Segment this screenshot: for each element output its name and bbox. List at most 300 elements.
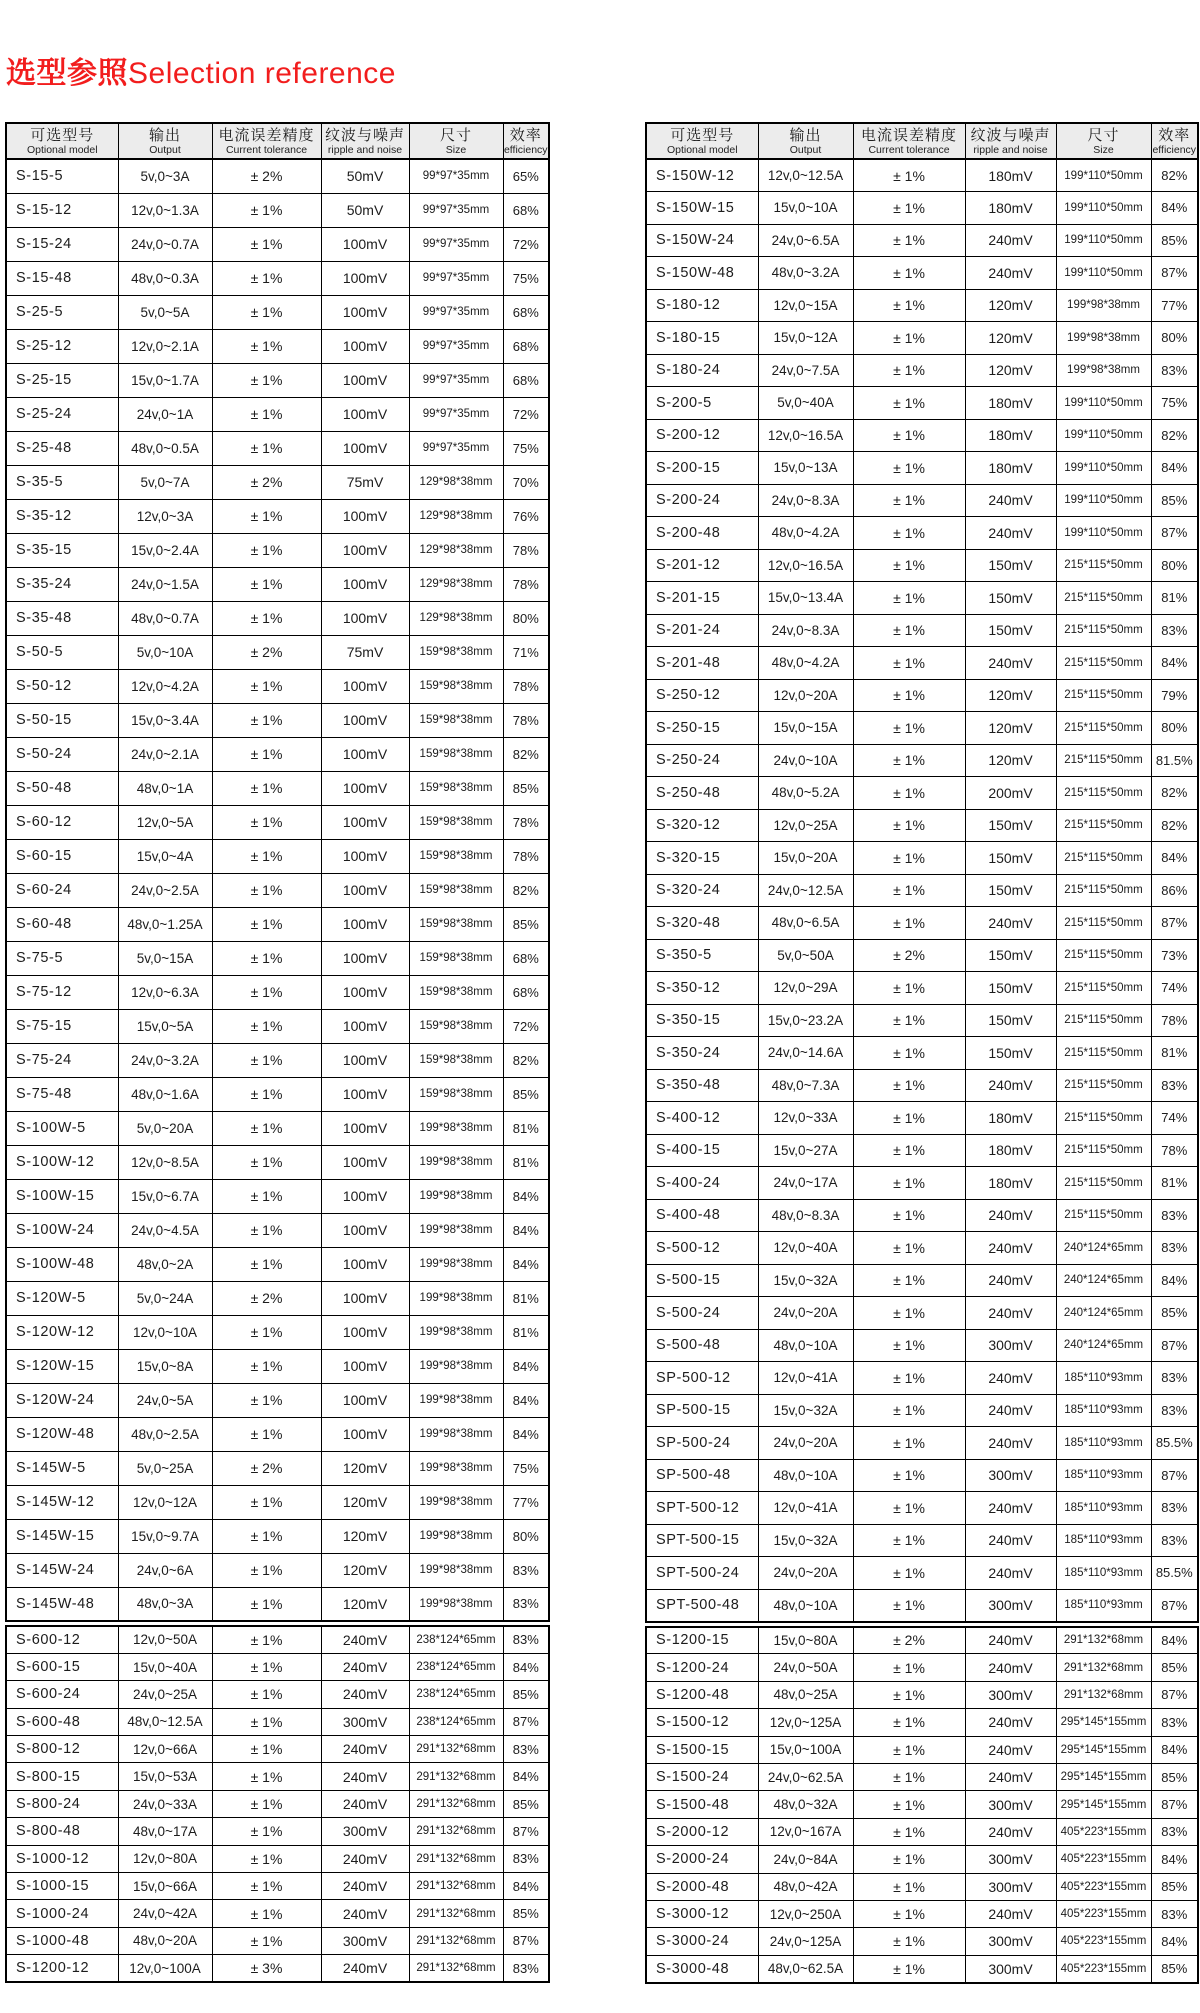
left-table-section1	[5, 122, 550, 1622]
output-cell: 15v,0~27A	[758, 1134, 853, 1167]
output-cell: 24v,0~125A	[758, 1928, 853, 1955]
efficiency-cell: 83%	[1151, 1709, 1198, 1736]
ripple-cell: 240mV	[965, 1709, 1056, 1736]
ripple-cell: 300mV	[965, 1791, 1056, 1818]
tolerance-cell: ± 1%	[212, 227, 321, 261]
size-cell: 199*110*50mm	[1056, 452, 1151, 485]
ripple-cell: 240mV	[321, 1681, 409, 1708]
tolerance-cell: ± 1%	[853, 1069, 965, 1102]
model-cell: S-120W-5	[6, 1281, 118, 1315]
efficiency-cell: 81.5%	[1151, 744, 1198, 777]
size-cell: 199*110*50mm	[1056, 159, 1151, 192]
size-cell: 295*145*155mm	[1056, 1791, 1151, 1818]
ripple-cell: 100mV	[321, 703, 409, 737]
size-cell: 199*98*38mm	[409, 1247, 503, 1281]
model-cell: S-75-48	[6, 1077, 118, 1111]
ripple-cell: 300mV	[321, 1927, 409, 1954]
output-cell: 24v,0~1A	[118, 397, 212, 431]
size-cell: 405*223*155mm	[1056, 1818, 1151, 1845]
size-cell: 215*115*50mm	[1056, 1037, 1151, 1070]
efficiency-cell: 68%	[503, 295, 549, 329]
output-cell: 48v,0~42A	[758, 1873, 853, 1900]
size-cell: 215*115*50mm	[1056, 1167, 1151, 1200]
model-cell: S-2000-48	[646, 1873, 758, 1900]
ripple-cell: 100mV	[321, 1009, 409, 1043]
output-cell: 5v,0~20A	[118, 1111, 212, 1145]
tolerance-cell: ± 1%	[853, 647, 965, 680]
ripple-cell: 150mV	[965, 809, 1056, 842]
model-cell: S-75-12	[6, 975, 118, 1009]
efficiency-cell: 68%	[503, 193, 549, 227]
output-cell: 48v,0~4.2A	[758, 647, 853, 680]
efficiency-cell: 80%	[1151, 549, 1198, 582]
efficiency-cell: 68%	[503, 329, 549, 363]
efficiency-cell: 68%	[503, 363, 549, 397]
model-cell: S-150W-48	[646, 257, 758, 290]
output-cell: 15v,0~20A	[758, 842, 853, 875]
efficiency-cell: 65%	[503, 159, 549, 193]
efficiency-cell: 85%	[503, 1681, 549, 1708]
ripple-cell: 100mV	[321, 873, 409, 907]
tolerance-cell: ± 1%	[853, 1329, 965, 1362]
table-row	[646, 1627, 1198, 1654]
tolerance-cell: ± 1%	[212, 1845, 321, 1872]
ripple-cell: 120mV	[321, 1485, 409, 1519]
size-cell: 295*145*155mm	[1056, 1763, 1151, 1790]
table-row	[646, 224, 1198, 257]
tolerance-cell: ± 1%	[212, 1179, 321, 1213]
ripple-cell: 180mV	[965, 1134, 1056, 1167]
efficiency-cell: 83%	[1151, 1492, 1198, 1525]
model-cell: S-60-48	[6, 907, 118, 941]
table-row	[646, 777, 1198, 810]
table-row	[646, 679, 1198, 712]
tolerance-cell: ± 1%	[853, 387, 965, 420]
model-cell: S-180-12	[646, 289, 758, 322]
size-cell: 199*110*50mm	[1056, 192, 1151, 225]
size-cell: 240*124*65mm	[1056, 1329, 1151, 1362]
model-cell: S-201-15	[646, 582, 758, 615]
size-cell: 291*132*68mm	[409, 1873, 503, 1900]
model-cell: S-500-48	[646, 1329, 758, 1362]
output-cell: 15v,0~13A	[758, 452, 853, 485]
table-row	[6, 1111, 549, 1145]
tolerance-cell: ± 1%	[212, 1009, 321, 1043]
model-cell: SPT-500-48	[646, 1589, 758, 1622]
model-cell: S-50-15	[6, 703, 118, 737]
efficiency-cell: 78%	[503, 567, 549, 601]
tolerance-cell: ± 1%	[853, 1791, 965, 1818]
efficiency-cell: 84%	[503, 1247, 549, 1281]
size-cell: 291*132*68mm	[409, 1900, 503, 1927]
model-cell: S-1000-48	[6, 1927, 118, 1954]
ripple-cell: 120mV	[965, 289, 1056, 322]
model-cell: S-75-15	[6, 1009, 118, 1043]
table-row	[646, 1900, 1198, 1927]
ripple-cell: 120mV	[965, 712, 1056, 745]
tolerance-cell: ± 1%	[212, 601, 321, 635]
efficiency-cell: 84%	[1151, 192, 1198, 225]
ripple-cell: 240mV	[965, 1654, 1056, 1681]
size-cell: 215*115*50mm	[1056, 1134, 1151, 1167]
model-cell: S-1000-24	[6, 1900, 118, 1927]
tolerance-cell: ± 1%	[212, 1111, 321, 1145]
model-cell: S-25-5	[6, 295, 118, 329]
output-cell: 15v,0~6.7A	[118, 1179, 212, 1213]
output-cell: 12v,0~6.3A	[118, 975, 212, 1009]
ripple-cell: 240mV	[965, 1394, 1056, 1427]
size-cell: 405*223*155mm	[1056, 1873, 1151, 1900]
efficiency-cell: 84%	[1151, 1264, 1198, 1297]
tolerance-cell: ± 1%	[853, 582, 965, 615]
size-cell: 199*98*38mm	[409, 1587, 503, 1621]
tolerance-cell: ± 1%	[853, 1900, 965, 1927]
size-cell: 185*110*93mm	[1056, 1492, 1151, 1525]
model-cell: S-25-15	[6, 363, 118, 397]
ripple-cell: 240mV	[965, 224, 1056, 257]
table-row	[646, 809, 1198, 842]
tolerance-cell: ± 1%	[853, 224, 965, 257]
table-row	[646, 874, 1198, 907]
table-row	[646, 1654, 1198, 1681]
tolerance-cell: ± 1%	[853, 712, 965, 745]
size-cell: 238*124*65mm	[409, 1653, 503, 1680]
model-cell: S-1500-48	[646, 1791, 758, 1818]
size-cell: 199*98*38mm	[409, 1315, 503, 1349]
table-row	[6, 1043, 549, 1077]
size-cell: 129*98*38mm	[409, 499, 503, 533]
model-cell: S-35-12	[6, 499, 118, 533]
output-cell: 12v,0~250A	[758, 1900, 853, 1927]
ripple-cell: 100mV	[321, 1145, 409, 1179]
output-cell: 12v,0~16.5A	[758, 419, 853, 452]
efficiency-cell: 78%	[503, 839, 549, 873]
efficiency-cell: 83%	[503, 1955, 549, 1982]
size-cell: 159*98*38mm	[409, 839, 503, 873]
ripple-cell: 150mV	[965, 874, 1056, 907]
table-row	[646, 484, 1198, 517]
model-cell: S-400-15	[646, 1134, 758, 1167]
size-cell: 215*115*50mm	[1056, 777, 1151, 810]
efficiency-cell: 85%	[1151, 1763, 1198, 1790]
model-cell: S-75-24	[6, 1043, 118, 1077]
table-row	[646, 1846, 1198, 1873]
efficiency-cell: 77%	[503, 1485, 549, 1519]
efficiency-cell: 85%	[503, 907, 549, 941]
table-row	[6, 1790, 549, 1817]
ripple-cell: 300mV	[965, 1846, 1056, 1873]
col-header-tolerance: 电流误差精度 Current tolerance	[853, 123, 965, 159]
efficiency-cell: 87%	[1151, 1329, 1198, 1362]
tolerance-cell: ± 1%	[212, 839, 321, 873]
tolerance-cell: ± 1%	[853, 1654, 965, 1681]
size-cell: 215*115*50mm	[1056, 712, 1151, 745]
output-cell: 24v,0~1.5A	[118, 567, 212, 601]
ripple-cell: 300mV	[965, 1681, 1056, 1708]
efficiency-cell: 85%	[1151, 1297, 1198, 1330]
ripple-cell: 180mV	[965, 159, 1056, 192]
size-cell: 159*98*38mm	[409, 805, 503, 839]
ripple-cell: 240mV	[965, 1362, 1056, 1395]
ripple-cell: 100mV	[321, 1179, 409, 1213]
table-row	[646, 647, 1198, 680]
ripple-cell: 100mV	[321, 533, 409, 567]
tolerance-cell: ± 1%	[212, 363, 321, 397]
size-cell: 291*132*68mm	[1056, 1627, 1151, 1654]
model-cell: S-25-24	[6, 397, 118, 431]
output-cell: 48v,0~7.3A	[758, 1069, 853, 1102]
tolerance-cell: ± 1%	[212, 1818, 321, 1845]
tolerance-cell: ± 1%	[212, 1681, 321, 1708]
size-cell: 291*132*68mm	[409, 1955, 503, 1982]
size-cell: 238*124*65mm	[409, 1681, 503, 1708]
output-cell: 15v,0~15A	[758, 712, 853, 745]
efficiency-cell: 85%	[1151, 484, 1198, 517]
efficiency-cell: 83%	[503, 1626, 549, 1653]
table-row	[646, 1736, 1198, 1763]
table-row	[6, 1873, 549, 1900]
table-row	[6, 737, 549, 771]
tolerance-cell: ± 1%	[853, 1589, 965, 1622]
table-row	[646, 354, 1198, 387]
table-row	[6, 295, 549, 329]
output-cell: 48v,0~10A	[758, 1459, 853, 1492]
tolerance-cell: ± 3%	[212, 1955, 321, 1982]
ripple-cell: 150mV	[965, 972, 1056, 1005]
output-cell: 48v,0~1.6A	[118, 1077, 212, 1111]
ripple-cell: 75mV	[321, 465, 409, 499]
model-cell: S-1500-12	[646, 1709, 758, 1736]
ripple-cell: 150mV	[965, 614, 1056, 647]
efficiency-cell: 82%	[503, 873, 549, 907]
model-cell: S-100W-24	[6, 1213, 118, 1247]
output-cell: 48v,0~1.25A	[118, 907, 212, 941]
efficiency-cell: 86%	[1151, 874, 1198, 907]
efficiency-cell: 82%	[1151, 419, 1198, 452]
size-cell: 199*98*38mm	[1056, 289, 1151, 322]
ripple-cell: 100mV	[321, 261, 409, 295]
table-row	[646, 1709, 1198, 1736]
table-row	[6, 1900, 549, 1927]
tolerance-cell: ± 1%	[853, 1557, 965, 1590]
table-row	[6, 1763, 549, 1790]
efficiency-cell: 87%	[503, 1708, 549, 1735]
model-cell: S-120W-15	[6, 1349, 118, 1383]
tolerance-cell: ± 2%	[212, 1281, 321, 1315]
efficiency-cell: 83%	[1151, 1232, 1198, 1265]
model-cell: S-1200-24	[646, 1654, 758, 1681]
efficiency-cell: 83%	[503, 1587, 549, 1621]
model-cell: S-150W-12	[646, 159, 758, 192]
table-row	[6, 669, 549, 703]
table-row	[6, 1845, 549, 1872]
tolerance-cell: ± 1%	[853, 517, 965, 550]
efficiency-cell: 83%	[1151, 354, 1198, 387]
tolerance-cell: ± 1%	[853, 679, 965, 712]
efficiency-cell: 84%	[1151, 1928, 1198, 1955]
model-cell: S-250-24	[646, 744, 758, 777]
table-row	[646, 1102, 1198, 1135]
ripple-cell: 240mV	[965, 1427, 1056, 1460]
efficiency-cell: 87%	[503, 1818, 549, 1845]
ripple-cell: 120mV	[321, 1587, 409, 1621]
size-cell: 199*98*38mm	[409, 1281, 503, 1315]
page-title-en: Selection reference	[128, 57, 396, 90]
size-cell: 159*98*38mm	[409, 1009, 503, 1043]
tolerance-cell: ± 1%	[212, 295, 321, 329]
tolerance-cell: ± 1%	[212, 1417, 321, 1451]
ripple-cell: 240mV	[965, 1492, 1056, 1525]
ripple-cell: 240mV	[321, 1790, 409, 1817]
tolerance-cell: ± 1%	[212, 1213, 321, 1247]
tolerance-cell: ± 1%	[212, 499, 321, 533]
size-cell: 215*115*50mm	[1056, 809, 1151, 842]
tolerance-cell: ± 1%	[853, 842, 965, 875]
efficiency-cell: 84%	[1151, 1736, 1198, 1763]
model-cell: S-200-5	[646, 387, 758, 420]
model-cell: S-150W-15	[646, 192, 758, 225]
ripple-cell: 100mV	[321, 1247, 409, 1281]
efficiency-cell: 78%	[503, 703, 549, 737]
efficiency-cell: 81%	[503, 1315, 549, 1349]
header-row	[646, 123, 1198, 159]
efficiency-cell: 83%	[1151, 1199, 1198, 1232]
output-cell: 48v,0~25A	[758, 1681, 853, 1708]
ripple-cell: 240mV	[965, 1524, 1056, 1557]
efficiency-cell: 84%	[503, 1763, 549, 1790]
ripple-cell: 100mV	[321, 1077, 409, 1111]
output-cell: 24v,0~10A	[758, 744, 853, 777]
size-cell: 295*145*155mm	[1056, 1736, 1151, 1763]
output-cell: 12v,0~50A	[118, 1626, 212, 1653]
ripple-cell: 240mV	[965, 1763, 1056, 1790]
size-cell: 215*115*50mm	[1056, 1004, 1151, 1037]
output-cell: 24v,0~50A	[758, 1654, 853, 1681]
efficiency-cell: 81%	[1151, 1167, 1198, 1200]
output-cell: 24v,0~8.3A	[758, 484, 853, 517]
ripple-cell: 100mV	[321, 1349, 409, 1383]
col-header-efficiency: 效率 efficiency	[503, 123, 549, 159]
model-cell: S-201-12	[646, 549, 758, 582]
table-row	[6, 193, 549, 227]
tolerance-cell: ± 1%	[212, 873, 321, 907]
efficiency-cell: 78%	[1151, 1134, 1198, 1167]
output-cell: 15v,0~8A	[118, 1349, 212, 1383]
tolerance-cell: ± 1%	[853, 1736, 965, 1763]
ripple-cell: 120mV	[965, 322, 1056, 355]
efficiency-cell: 80%	[1151, 712, 1198, 745]
model-cell: S-145W-5	[6, 1451, 118, 1485]
efficiency-cell: 83%	[1151, 614, 1198, 647]
efficiency-cell: 75%	[503, 1451, 549, 1485]
efficiency-cell: 83%	[1151, 1900, 1198, 1927]
efficiency-cell: 80%	[503, 1519, 549, 1553]
output-cell: 24v,0~17A	[758, 1167, 853, 1200]
size-cell: 185*110*93mm	[1056, 1589, 1151, 1622]
output-cell: 24v,0~20A	[758, 1557, 853, 1590]
model-cell: S-15-24	[6, 227, 118, 261]
table-row	[646, 387, 1198, 420]
ripple-cell: 100mV	[321, 1043, 409, 1077]
tolerance-cell: ± 2%	[212, 465, 321, 499]
tolerance-cell: ± 1%	[853, 874, 965, 907]
size-cell: 215*115*50mm	[1056, 744, 1151, 777]
model-cell: S-320-24	[646, 874, 758, 907]
model-cell: S-1000-12	[6, 1845, 118, 1872]
output-cell: 24v,0~6A	[118, 1553, 212, 1587]
output-cell: 24v,0~2.1A	[118, 737, 212, 771]
table-row	[6, 635, 549, 669]
output-cell: 15v,0~4A	[118, 839, 212, 873]
tolerance-cell: ± 1%	[853, 192, 965, 225]
tolerance-cell: ± 1%	[853, 744, 965, 777]
output-cell: 24v,0~12.5A	[758, 874, 853, 907]
efficiency-cell: 80%	[1151, 322, 1198, 355]
ripple-cell: 50mV	[321, 159, 409, 193]
table-row	[646, 1362, 1198, 1395]
table-row	[646, 1589, 1198, 1622]
size-cell: 159*98*38mm	[409, 669, 503, 703]
ripple-cell: 180mV	[965, 452, 1056, 485]
size-cell: 129*98*38mm	[409, 465, 503, 499]
ripple-cell: 75mV	[321, 635, 409, 669]
table-row	[646, 1791, 1198, 1818]
table-row	[6, 1451, 549, 1485]
model-cell: S-100W-12	[6, 1145, 118, 1179]
ripple-cell: 240mV	[321, 1900, 409, 1927]
size-cell: 159*98*38mm	[409, 1077, 503, 1111]
right-table-section2	[645, 1626, 1199, 1984]
size-cell: 159*98*38mm	[409, 703, 503, 737]
efficiency-cell: 84%	[1151, 1627, 1198, 1654]
table-row	[646, 1928, 1198, 1955]
table-row	[6, 1349, 549, 1383]
ripple-cell: 100mV	[321, 839, 409, 873]
efficiency-cell: 87%	[1151, 1681, 1198, 1708]
tolerance-cell: ± 1%	[212, 1349, 321, 1383]
model-cell: S-1000-15	[6, 1873, 118, 1900]
table-row	[646, 1134, 1198, 1167]
efficiency-cell: 84%	[503, 1383, 549, 1417]
output-cell: 15v,0~10A	[758, 192, 853, 225]
output-cell: 24v,0~8.3A	[758, 614, 853, 647]
efficiency-cell: 78%	[503, 805, 549, 839]
table-row	[6, 1927, 549, 1954]
table-row	[646, 614, 1198, 647]
table-row	[6, 771, 549, 805]
tolerance-cell: ± 1%	[212, 771, 321, 805]
table-row	[6, 363, 549, 397]
efficiency-cell: 84%	[503, 1873, 549, 1900]
output-cell: 15v,0~1.7A	[118, 363, 212, 397]
ripple-cell: 100mV	[321, 941, 409, 975]
model-cell: S-50-24	[6, 737, 118, 771]
model-cell: S-201-48	[646, 647, 758, 680]
model-cell: S-350-15	[646, 1004, 758, 1037]
output-cell: 12v,0~33A	[758, 1102, 853, 1135]
size-cell: 238*124*65mm	[409, 1626, 503, 1653]
page-title	[6, 48, 396, 92]
col-header-ripple: 纹波与噪声 ripple and noise	[321, 123, 409, 159]
ripple-cell: 240mV	[965, 257, 1056, 290]
tolerance-cell: ± 1%	[212, 1763, 321, 1790]
right-table	[645, 122, 1197, 1984]
model-cell: S-1200-48	[646, 1681, 758, 1708]
table-row	[646, 1955, 1198, 1982]
tolerance-cell: ± 1%	[212, 1519, 321, 1553]
model-cell: S-400-12	[646, 1102, 758, 1135]
size-cell: 99*97*35mm	[409, 227, 503, 261]
